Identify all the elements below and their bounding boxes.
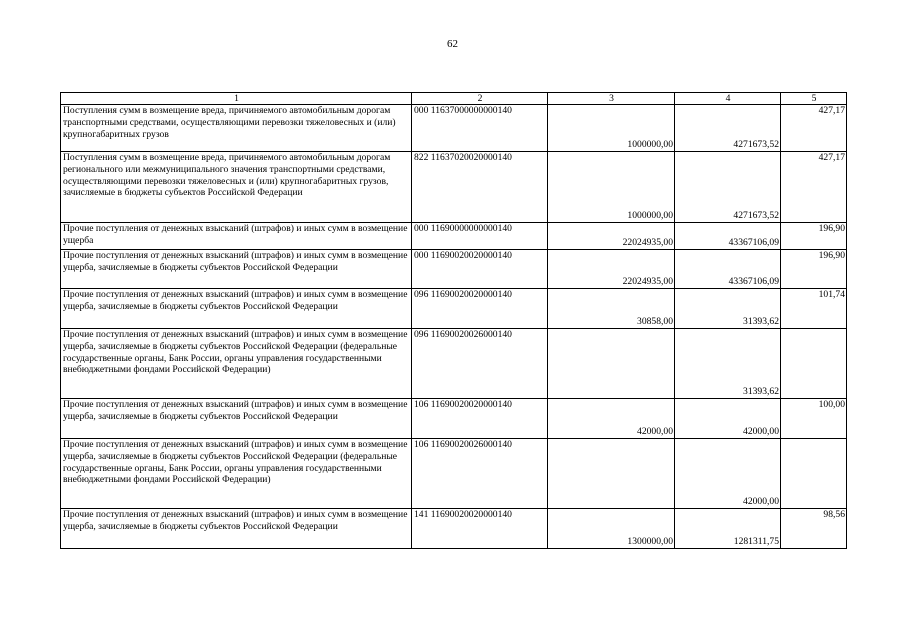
table-row	[61, 509, 847, 549]
row-percent: 196,90	[781, 250, 847, 289]
row-fact: 4271673,52	[675, 105, 781, 152]
row-plan	[548, 439, 675, 509]
row-name: Прочие поступления от денежных взысканий (штрафов) и иных сумм в возмещение ущерба, зачисляемые в бюджеты субъектов Российской Федерации	[61, 399, 412, 439]
row-name: Прочие поступления от денежных взысканий (штрафов) и иных сумм в возмещение ущерба, зачисляемые в бюджеты субъектов Российской Федерации	[61, 509, 412, 549]
row-name: Поступления сумм в возмещение вреда, причиняемого автомобильным дорогам регионального или межмуниципального значения транспортными средствами, осуществляющими перевозки тяжеловесных и (или) крупногабаритных грузов, зачисляемые в бюджеты субъектов Российской Федерации	[61, 152, 412, 223]
row-percent: 100,00	[781, 399, 847, 439]
row-fact: 42000,00	[675, 399, 781, 439]
page-number: 62	[447, 38, 458, 50]
row-fact: 43367106,09	[675, 223, 781, 250]
row-percent	[781, 329, 847, 399]
row-code: 000 11690000000000140	[412, 223, 548, 250]
row-fact: 31393,62	[675, 329, 781, 399]
row-name: Прочие поступления от денежных взысканий (штрафов) и иных сумм в возмещение ущерба, зачисляемые в бюджеты субъектов Российской Федерации (федеральные государственные органы, Банк России, органы управления государственными внебюджетными фондами Российской Федерации)	[61, 329, 412, 399]
row-percent: 427,17	[781, 152, 847, 223]
row-code: 822 11637020020000140	[412, 152, 548, 223]
row-fact: 1281311,75	[675, 509, 781, 549]
table-row	[61, 329, 847, 399]
table-row	[61, 152, 847, 223]
row-percent: 98,56	[781, 509, 847, 549]
row-code: 141 11690020020000140	[412, 509, 548, 549]
row-name: Прочие поступления от денежных взысканий (штрафов) и иных сумм в возмещение ущерба	[61, 223, 412, 250]
row-percent	[781, 439, 847, 509]
row-plan: 42000,00	[548, 399, 675, 439]
row-name: Прочие поступления от денежных взысканий (штрафов) и иных сумм в возмещение ущерба, зачисляемые в бюджеты субъектов Российской Федерации	[61, 289, 412, 329]
table-header-row	[61, 93, 847, 105]
row-name: Поступления сумм в возмещение вреда, причиняемого автомобильным дорогам транспортными средствами, осуществляющими перевозки тяжеловесных и (или) крупногабаритных грузов	[61, 105, 412, 152]
column-header-1: 1	[61, 93, 412, 105]
column-header-3: 3	[548, 93, 675, 105]
row-fact: 43367106,09	[675, 250, 781, 289]
row-plan: 1000000,00	[548, 105, 675, 152]
row-fact: 31393,62	[675, 289, 781, 329]
row-fact: 4271673,52	[675, 152, 781, 223]
row-percent: 101,74	[781, 289, 847, 329]
column-header-5: 5	[781, 93, 847, 105]
row-percent: 196,90	[781, 223, 847, 250]
table-row	[61, 439, 847, 509]
row-percent: 427,17	[781, 105, 847, 152]
row-code: 106 11690020020000140	[412, 399, 548, 439]
column-header-4: 4	[675, 93, 781, 105]
row-code: 096 11690020020000140	[412, 289, 548, 329]
row-code: 096 11690020026000140	[412, 329, 548, 399]
row-name: Прочие поступления от денежных взысканий (штрафов) и иных сумм в возмещение ущерба, зачисляемые в бюджеты субъектов Российской Федерации	[61, 250, 412, 289]
row-plan: 1000000,00	[548, 152, 675, 223]
row-plan	[548, 329, 675, 399]
row-code: 106 11690020026000140	[412, 439, 548, 509]
row-fact: 42000,00	[675, 439, 781, 509]
row-plan: 22024935,00	[548, 223, 675, 250]
row-plan: 30858,00	[548, 289, 675, 329]
row-plan: 1300000,00	[548, 509, 675, 549]
table-row	[61, 105, 847, 152]
row-plan: 22024935,00	[548, 250, 675, 289]
table-row	[61, 289, 847, 329]
row-code: 000 11637000000000140	[412, 105, 548, 152]
row-code: 000 11690020020000140	[412, 250, 548, 289]
row-name: Прочие поступления от денежных взысканий (штрафов) и иных сумм в возмещение ущерба, зачисляемые в бюджеты субъектов Российской Федерации (федеральные государственные органы, Банк России, органы управления государственными внебюджетными фондами Российской Федерации)	[61, 439, 412, 509]
table-row	[61, 399, 847, 439]
revenue-table	[60, 92, 847, 549]
table-row	[61, 223, 847, 250]
column-header-2: 2	[412, 93, 548, 105]
table-row	[61, 250, 847, 289]
